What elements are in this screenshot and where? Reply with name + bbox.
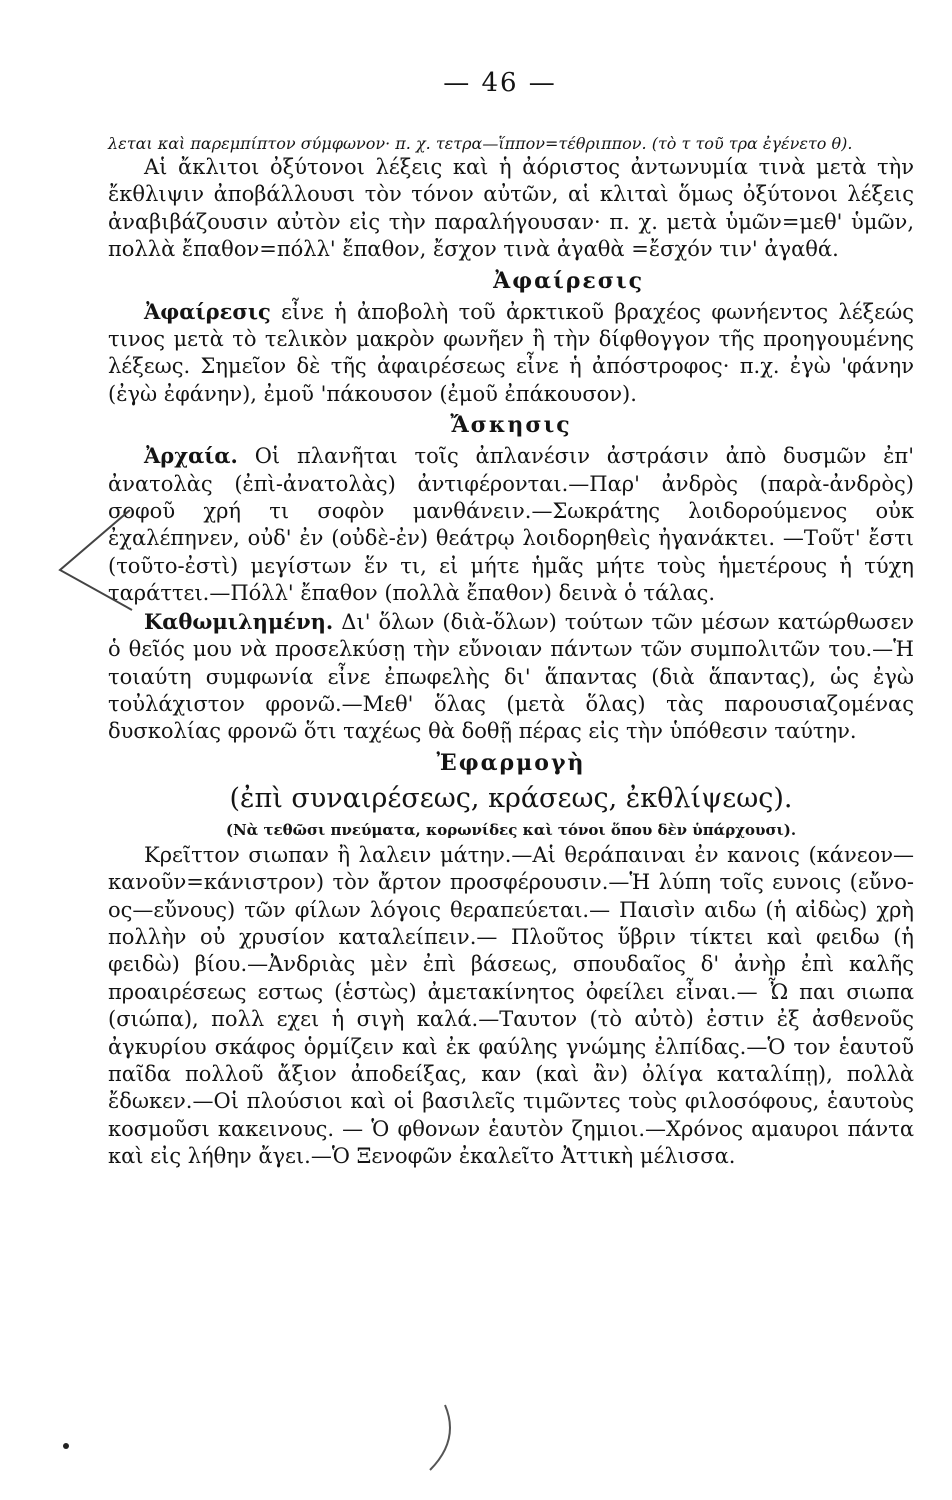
heading-aphairesis: Ἀφαίρεσις xyxy=(493,267,644,294)
paragraph-efarmogi: Κρεῖττον σιωπαν ἢ λαλειν μάτην.—Αἱ θεράπαιναι ἐν κανοις (κάνεον—κανοῦν=κάνιστρον) τὸν ἄρτον προσφέρουσιν.—Ἡ λύπη τοῖς ευνοις (εὔνο-ος—εὔνους) τῶν φίλων λόγοις θεραπεύεται.— Παισὶν αιδω (ἡ αἰδὼς) χρὴ πολλὴν οὐ χρυσίον καταλείπειν.— Πλοῦτος ὕβριν τίκτει καὶ φειδω (ἡ φειδὼ) βίου.—Ἀνδριὰς μὲν ἐπὶ βάσεως, σπουδαῖος δ' ἀνὴρ ἐπὶ καλῆς προαιρέσεως εστως (ἑστὼς) ἀμετακίνητος ὀφείλει εἶναι.— Ὦ παι σιωπα (σιώπα), πολλ εχει ἡ σιγὴ καλά.—Ταυτον (τὸ αὐτὸ) ἐστιν ἐξ ἀσθενοῦς ἀγκυρίου σκάφος ὁρμίζειν καὶ ἐκ φαύλης γνώμης ἐλπίδας.—Ὁ τον ἑαυτοῦ παῖδα πολλοῦ ἄξιον ἀποδείξας, καν (καὶ ἂν) ὀλίγα καταλίπῃ), πολλὰ ἔδωκεν.—Οἱ πλούσιοι καὶ οἱ βασιλεῖς τιμῶντες τοὺς φιλοσόφους, ἑαυτοὺς κοσμοῦσι κακεινους. — Ὁ φθονων ἑαυτὸν ζημιοι.—Χρόνος αμαυροι πάντα καὶ εἰς λήθην ἄγει.—Ὁ Ξενοφῶν ἐκαλεῖτο Ἀττικὴ μέλισσα. xyxy=(108,842,914,1169)
paragraph-kathomilimeni xyxy=(108,608,914,746)
text-aphairesis: εἶνε ἡ ἀποβολὴ τοῦ ἀρκτικοῦ βραχέος φωνήεντος λέξεώς τινος μετὰ τὸ τελικὸν μακρὸν φωνῆεν ἢ τὴν δίφθογγον τῆς προηγουμένης λέξεως. Σημεῖον δὲ τῆς ἀφαιρέσεως εἶνε ἡ ἀπόστροφος· π.χ. ἐγὼ 'φάνην (ἐγὼ ἐφάνην), ἐμοῦ 'πάκουσον (ἐμοῦ ἐπάκουσον). xyxy=(108,299,914,406)
continued-line: λεται καὶ παρεμπίπτον σύμφωνον· π. χ. τετρα—ἵππον=τέθριππον. (τὸ τ τοῦ τρα ἐγένετο θ). xyxy=(108,134,853,153)
heading-efarmogi: Ἐφαρμογὴ xyxy=(436,749,586,776)
text-kathomilimeni: Δι' ὅλων (διὰ-ὅλων) τούτων τῶν μέσων κατώρθωσεν ὁ θεῖός μου νὰ προσελκύσῃ τὴν εὔνοιαν πάντων τῶν συμπολιτῶν του.—Ἡ τοιαύτη συμφωνία εἶνε ἐπωφελὴς δι' ἅπαντας (διὰ ἅπαντας), ὡς ἐγὼ τοὐλάχιστον φρονῶ.—Μεθ' ὅλας (μετὰ ὅλας) τὰς παρουσιαζομένας δυσκολίας φρονῶ ὅτι ταχέως θὰ δοθῇ πέρας εἰς τὴν ὑπόθεσιν ταύτην. xyxy=(108,609,914,744)
paragraph-aphairesis xyxy=(108,298,914,409)
page-body xyxy=(108,134,914,1171)
term-aphairesis: Ἀφαίρεσις xyxy=(144,298,271,324)
page-number: — 46 — xyxy=(443,68,557,98)
margin-dot xyxy=(60,1440,72,1452)
heading-askesis: Ἄσκησις xyxy=(450,412,572,439)
label-archaia: Ἀρχαία. xyxy=(144,443,238,469)
paragraph-archaia xyxy=(108,442,914,607)
label-kathomilimeni: Καθωμιλημένη. xyxy=(144,608,334,634)
paragraph-elision-accent: Αἱ ἄκλιτοι ὀξύτονοι λέξεις καὶ ἡ ἀόριστος ἀντωνυμία τινὰ μετὰ τὴν ἔκθλιψιν ἀποβάλλουσι τὸν τόνον αὐτῶν, αἱ κλιταὶ ὅμως ὀξύτονοι λέξεις ἀναβιβάζουσιν αὐτὸν εἰς τὴν παραλήγουσαν· π. χ. μετὰ ὑμῶν=μεθ' ὑμῶν, πολλὰ ἔπαθον=πόλλ' ἔπαθον, ἔσχον τινὰ ἀγαθὰ =ἔσχόν τιν' ἀγαθά. xyxy=(108,155,914,262)
pen-mark-curve xyxy=(400,1400,460,1480)
instruction-note: (Νὰ τεθῶσι πνεύματα, κορωνίδες καὶ τόνοι ὅπου δὲν ὑπάρχουσι). xyxy=(225,820,797,839)
text-archaia: Οἱ πλανῆται τοῖς ἀπλανέσιν ἀστράσιν ἀπὸ δυσμῶν ἐπ' ἀνατολὰς (ἐπὶ-ἀνατολὰς) ἀντιφέρονται.—Παρ' ἀνδρὸς (παρὰ-ἀνδρὸς) σοφοῦ χρή τι σοφὸν μανθάνειν.—Σωκράτης λοιδορούμενος οὐκ ἐχαλέπηνεν, οὐδ' ἐν (οὐδὲ-ἐν) θεάτρῳ λοιδορηθεὶς ἠγανάκτει. —Τοῦτ' ἔστι (τοῦτο-ἐστὶ) μεγίστων ἕν τι, εἰ μήτε ἡμᾶς μήτε τοὺς ἡμετέρους ἡ τύχη ταράττει.—Πόλλ' ἔπαθον (πολλὰ ἔπαθον) δεινὰ ὁ τάλας. xyxy=(108,444,914,606)
subheading-efarmogi: (ἐπὶ συναιρέσεως, κράσεως, ἐκθλίψεως). xyxy=(229,782,793,814)
